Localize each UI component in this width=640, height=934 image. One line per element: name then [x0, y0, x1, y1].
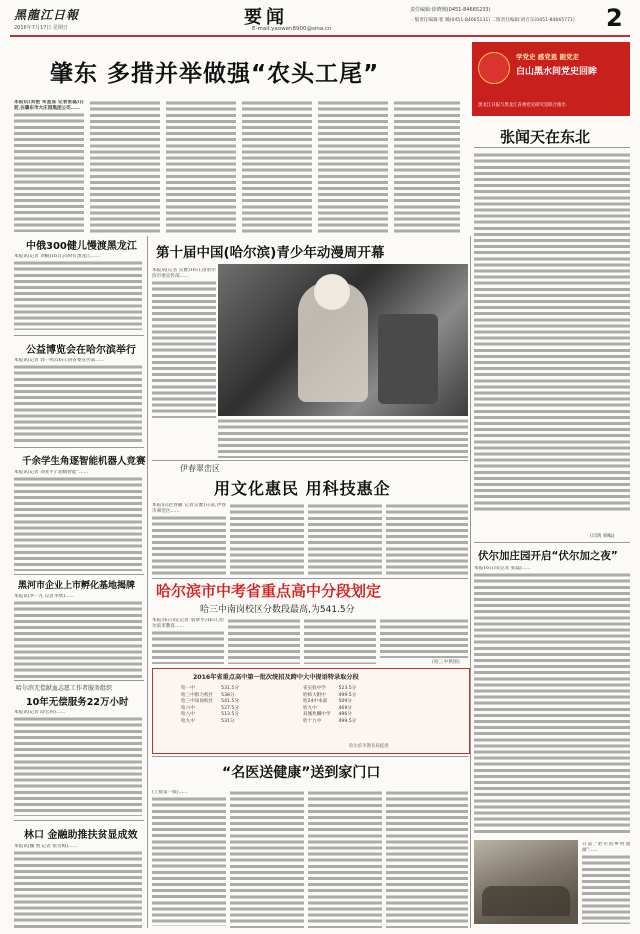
- linkou-body: 本报讯(魏 然 记者 张雪梅)……: [14, 844, 142, 928]
- left-rule-3: [14, 574, 144, 575]
- yichun-body-1: 本报讯(赵春颖 记者吴雅)日前,伊春市翠峦区……: [152, 503, 226, 575]
- school-a-cell: 哈三中群力校区: [181, 692, 214, 698]
- left-rule-5: [14, 820, 144, 821]
- yichun-kicker: 伊春翠峦区: [180, 464, 220, 473]
- heihe-body: 本报讯(李一凡 记者李欣)……: [14, 594, 142, 678]
- anime-body-1: 本报讯(记者 吴雅)16日,由哈尔滨市委宣传部……: [152, 268, 216, 418]
- art-photo-caption: 日前,“哈尔滨乡村油画”……: [582, 842, 630, 924]
- lead-headline: 肇东 多措并举做强“农头工尾”: [50, 61, 380, 87]
- lead-body-col-1: 本报讯(刘艳 朱星显 记者张磊)日前,在肇东市大庄园集团公司……: [14, 100, 84, 234]
- robot-headline: 千余学生角逐智能机器人竞赛: [22, 456, 146, 467]
- editor-info-1: 责任编辑:徐晓刚(0451-84665233): [410, 7, 491, 13]
- art-photo: [474, 840, 578, 924]
- lead-body-col-6: [394, 100, 460, 234]
- robot-body: 本报讯(记者 刘亚平)“超级智能”……: [14, 470, 142, 572]
- score-b-cell: 469分: [338, 705, 352, 711]
- yichun-body-3: [308, 503, 382, 575]
- heijiang-swim-body: 本报讯(记者 刘楠)16日,同时有黑龙江……: [14, 254, 142, 332]
- score-table-title: 2016年省重点高中第一批次统招及跨中大中提语特录取分段: [193, 674, 359, 681]
- party-emblem-icon: [478, 52, 510, 84]
- heijiang-swim-headline: 中俄300健儿慢渡黑龙江: [26, 241, 137, 252]
- editor-info-2: 一版责任编辑:崔 璐(0451-84665131) 二版责任编辑:胡召东(0451-84665771): [410, 18, 575, 23]
- score-a-cell: 531.5分: [221, 686, 239, 692]
- history-rule: [474, 147, 630, 148]
- anime-prop: [378, 314, 438, 404]
- lead-body-col-5: [318, 100, 388, 234]
- issue-date: 2016年7月17日 星期日: [14, 25, 68, 31]
- heihe-headline: 黑河市企业上市孵化基地揭牌: [18, 581, 136, 591]
- kaoshi-subheadline: 哈三中南岗校区分数段最高,为541.5分: [200, 605, 355, 615]
- yichun-headline: 用文化惠民 用科技惠企: [214, 479, 391, 498]
- clinic-top-rule: [152, 756, 468, 757]
- left-rule-2: [14, 447, 144, 448]
- history-headline: 张闻天在东北: [500, 128, 591, 146]
- paper-logo: 黑龍江日報: [14, 8, 80, 22]
- kaoshi-body-1: 本报16日讯(记者 翁翠华)16日,哈尔滨市教育……: [152, 618, 224, 664]
- clinic-body-2: [230, 790, 304, 928]
- score-b-cell: 523.5分: [338, 686, 357, 692]
- school-b-cell: 哈九中: [302, 705, 317, 711]
- score-b-cell: 499.5分: [338, 718, 357, 724]
- section-title: 要闻: [244, 7, 288, 28]
- score-a-cell: 531分: [221, 718, 235, 724]
- anime-body-2: [218, 418, 468, 458]
- score-b-cell: 499.5分: [338, 692, 357, 698]
- page-number: 2: [606, 4, 623, 32]
- lead-body-col-2: [90, 100, 160, 234]
- anime-figure-head: [314, 274, 350, 310]
- score-b-cell: 509分: [338, 699, 352, 705]
- score-a-cell: 527.5分: [221, 705, 239, 711]
- party-history-banner: [472, 42, 630, 116]
- kaoshi-body-4: [380, 618, 468, 658]
- yichun-body-4: [386, 503, 468, 575]
- anime-headline: 第十届中国(哈尔滨)青少年动漫周开幕: [156, 245, 385, 261]
- score-table-box: [152, 668, 470, 754]
- score-row: [177, 718, 360, 725]
- school-a-cell: 哈一中: [181, 686, 195, 692]
- kaoshi-top-rule: [152, 578, 468, 579]
- clinic-body-1: (上接第一版)……: [152, 790, 226, 928]
- loan-kicker: 哈尔滨无偿献血志愿工作者服务组织: [16, 685, 113, 692]
- school-a-cell: 哈三中南岗校区: [181, 699, 214, 705]
- school-a-cell: 哈六中: [181, 705, 195, 711]
- loan-headline: 10年无偿服务22万小时: [26, 697, 129, 708]
- anime-photo: [218, 264, 468, 416]
- right-column-divider: [470, 236, 471, 928]
- promo-slogan: 学党史 感党恩 跟党走: [516, 53, 580, 61]
- left-column-divider: [147, 236, 148, 928]
- score-a-cell: 538分: [221, 692, 235, 698]
- promo-title: 白山黑水间党史回眸: [516, 67, 598, 77]
- kaoshi-credit: (哈三中供图): [432, 660, 460, 665]
- kaoshi-headline: 哈尔滨市中考省重点高中分段划定: [156, 582, 382, 600]
- section-email: E-mail:yaowen8900@sina.cn: [252, 26, 332, 32]
- clinic-headline: “名医送健康”送到家门口: [222, 765, 381, 781]
- clinic-body-3: [308, 790, 382, 928]
- history-bottom-rule: [474, 542, 630, 543]
- lead-body-col-3: [166, 100, 236, 234]
- yichun-body-2: [230, 503, 304, 575]
- score-a-cell: 541.5分: [221, 699, 239, 705]
- kaoshi-body-2: [228, 618, 300, 664]
- loan-body: 本报讯(记者 薛宏莉)……: [14, 710, 142, 818]
- score-table-footnote: 哈尔滨市教育局提供: [349, 744, 389, 749]
- linkou-headline: 林口 金融助推扶贫显成效: [24, 830, 138, 841]
- school-b-cell: 双城兆麟中学: [302, 712, 331, 718]
- promo-subtitle: 黑龙江日报与黑龙江省委党史研究室联合推出: [478, 103, 566, 108]
- clinic-body-4: [386, 790, 468, 928]
- left-rule-4: [14, 680, 144, 681]
- art-headline: 伏尔加庄园开启“伏尔加之夜”: [478, 550, 618, 562]
- school-a-cell: 哈九中: [181, 718, 195, 724]
- school-a-cell: 哈八中: [181, 712, 195, 718]
- left-rule-1: [14, 335, 144, 336]
- history-credit: (闫鸿 摘编): [590, 534, 615, 539]
- art-body: 本报16日讯(记者 张磊)……: [474, 566, 630, 838]
- lead-body-col-4: [242, 100, 312, 234]
- school-b-cell: 哈师大附中: [302, 692, 326, 698]
- school-b-cell: 省实验中学: [302, 686, 326, 692]
- history-body: [474, 152, 630, 512]
- score-table: [177, 685, 360, 724]
- charity-body: 本报讯(记者 郭一鸣)16日,由省委宣传部……: [14, 358, 142, 446]
- charity-headline: 公益博览会在哈尔滨举行: [26, 345, 136, 356]
- school-b-cell: 哈24中本部: [302, 699, 328, 705]
- kaoshi-body-3: [304, 618, 376, 664]
- yichun-top-rule: [152, 460, 468, 461]
- score-a-cell: 513.5分: [221, 712, 239, 718]
- score-b-cell: 496分: [338, 712, 352, 718]
- masthead-rule: [10, 35, 630, 37]
- art-photo-crowd: [482, 886, 570, 916]
- school-b-cell: 哈十九中: [302, 718, 322, 724]
